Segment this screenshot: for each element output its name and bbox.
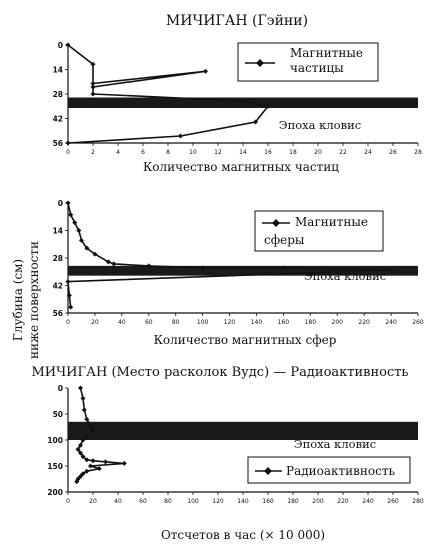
chart-1 bbox=[53, 13, 422, 174]
chart-1-y-tick-label: 0 bbox=[57, 41, 63, 50]
chart-2-x-tick-label: 40 bbox=[118, 319, 126, 326]
chart-2-y-tick-label: 28 bbox=[52, 254, 63, 263]
chart-3-y-tick-label: 50 bbox=[52, 410, 63, 419]
chart-3-x-tick-label: 60 bbox=[139, 498, 147, 505]
chart-1-x-tick-label: 24 bbox=[364, 149, 372, 156]
chart-2-x-tick-label: 200 bbox=[331, 319, 343, 326]
chart-1-x-tick-label: 0 bbox=[66, 149, 70, 156]
chart-1-x-tick-label: 8 bbox=[166, 149, 170, 156]
chart-1-x-tick-label: 4 bbox=[116, 149, 120, 156]
chart-2-x-tick-label: 20 bbox=[91, 319, 99, 326]
chart-2-band-label: Эпоха кловис bbox=[303, 269, 387, 283]
chart-1-x-tick-label: 16 bbox=[264, 149, 272, 156]
chart-1-data-point bbox=[91, 85, 96, 90]
chart-3-y-tick-label: 200 bbox=[47, 488, 63, 497]
chart-1-x-tick-label: 22 bbox=[339, 149, 347, 156]
chart-3-data-point bbox=[82, 407, 87, 412]
chart-1-x-tick-label: 18 bbox=[289, 149, 297, 156]
chart-3-data-point bbox=[122, 461, 127, 466]
chart-3-data-point bbox=[103, 459, 108, 464]
chart-2-data-point bbox=[68, 305, 73, 310]
chart-1-y-tick-label: 14 bbox=[52, 65, 63, 75]
chart-1-x-tick-label: 2 bbox=[91, 149, 95, 156]
chart-3-data-point bbox=[81, 396, 86, 401]
chart-1-data-point bbox=[203, 69, 208, 74]
chart-2-x-tick-label: 80 bbox=[171, 319, 180, 326]
chart-1-x-tick-label: 20 bbox=[314, 149, 322, 156]
chart-1-legend-label: Магнитные частицы bbox=[290, 46, 364, 75]
chart-2-x-tick-label: 60 bbox=[144, 319, 153, 326]
chart-1-y-tick-label: 42 bbox=[52, 114, 63, 124]
chart-3-x-tick-label: 160 bbox=[262, 498, 274, 505]
chart-1-x-tick-label: 14 bbox=[239, 149, 247, 156]
chart-3-x-tick-label: 180 bbox=[287, 498, 299, 505]
chart-3-x-tick-label: 260 bbox=[387, 498, 399, 505]
chart-1-y-tick-label: 28 bbox=[52, 90, 63, 99]
chart-3-x-tick-label: 140 bbox=[237, 498, 249, 505]
chart-3-legend bbox=[248, 457, 410, 483]
chart-1-data-point bbox=[91, 92, 96, 97]
chart-3-x-tick-label: 80 bbox=[164, 498, 172, 505]
chart-1-x-tick-label: 26 bbox=[389, 149, 397, 156]
chart-1-x-axis-label: Количество магнитных частиц bbox=[142, 160, 340, 174]
chart-3-band-label: Эпоха кловис bbox=[293, 437, 377, 451]
chart-3-legend-label: Радиоактивность bbox=[286, 464, 396, 478]
chart-3-x-tick-label: 100 bbox=[187, 498, 199, 505]
chart-1-data-point bbox=[66, 141, 71, 146]
chart-1-x-tick-label: 28 bbox=[414, 149, 422, 156]
chart-2-x-axis-label: Количество магнитных сфер bbox=[153, 333, 337, 347]
chart-3-x-tick-label: 0 bbox=[66, 498, 70, 505]
chart-2-x-tick-label: 180 bbox=[304, 319, 317, 326]
chart-3-data-point bbox=[78, 386, 83, 391]
chart-1-x-tick-label: 6 bbox=[141, 149, 145, 156]
chart-2-x-tick-label: 120 bbox=[223, 319, 236, 326]
chart-3-x-tick-label: 280 bbox=[412, 498, 424, 505]
chart-1-y-tick-label: 56 bbox=[52, 139, 63, 148]
chart-3-x-axis-label: Отсчетов в час (× 10 000) bbox=[160, 528, 326, 542]
chart-2-data-point bbox=[66, 279, 71, 284]
chart-2-legend-label: Магнитные сферы bbox=[264, 215, 369, 247]
chart-1-band-label: Эпоха кловис bbox=[278, 118, 362, 132]
chart-2-x-tick-label: 0 bbox=[66, 319, 70, 326]
chart-3-y-tick-label: 0 bbox=[57, 384, 63, 393]
chart-3 bbox=[31, 365, 423, 542]
chart-2-legend bbox=[255, 211, 383, 251]
chart-3-section-title: МИЧИГАН (Место расколок Вудс) — Радиоактивность bbox=[31, 365, 409, 380]
chart-3-x-tick-label: 220 bbox=[337, 498, 349, 505]
chart-2-data-point bbox=[111, 261, 116, 266]
chart-1-title: МИЧИГАН (Гэйни) bbox=[165, 13, 309, 29]
chart-3-data-point bbox=[88, 464, 93, 469]
chart-2-x-tick-label: 160 bbox=[277, 319, 290, 326]
chart-3-x-tick-label: 240 bbox=[362, 498, 374, 505]
chart-2-x-tick-label: 260 bbox=[412, 319, 424, 326]
chart-3-x-tick-label: 20 bbox=[89, 498, 97, 505]
chart-2-y-tick-label: 42 bbox=[52, 281, 63, 291]
chart-3-y-tick-label: 100 bbox=[47, 436, 63, 445]
chart-1-x-tick-label: 12 bbox=[214, 149, 222, 156]
chart-3-y-tick-label: 150 bbox=[47, 462, 63, 471]
chart-2-x-tick-label: 240 bbox=[385, 319, 397, 326]
chart-3-x-tick-label: 120 bbox=[212, 498, 224, 505]
y-axis-label-line1: Глубина (см) bbox=[11, 258, 25, 342]
chart-2-data-point bbox=[66, 201, 71, 206]
chart-3-x-tick-label: 40 bbox=[114, 498, 122, 505]
chart-2-y-tick-label: 14 bbox=[52, 226, 63, 236]
chart-1-x-tick-label: 10 bbox=[189, 149, 197, 156]
chart-2-x-tick-label: 100 bbox=[196, 319, 209, 326]
chart-2-y-tick-label: 56 bbox=[52, 309, 63, 318]
y-axis-label-line2: ниже поверхности bbox=[27, 240, 41, 360]
chart-3-data-point bbox=[97, 466, 102, 471]
chart-2-y-tick-label: 0 bbox=[57, 199, 63, 208]
chart-3-x-tick-label: 200 bbox=[312, 498, 324, 505]
chart-2 bbox=[53, 199, 424, 347]
chart-3-data-point bbox=[91, 458, 96, 463]
chart-2-x-tick-label: 140 bbox=[250, 319, 263, 326]
chart-1-data-point bbox=[178, 134, 183, 139]
chart-1-legend bbox=[238, 43, 378, 81]
chart-2-x-tick-label: 220 bbox=[358, 319, 370, 326]
